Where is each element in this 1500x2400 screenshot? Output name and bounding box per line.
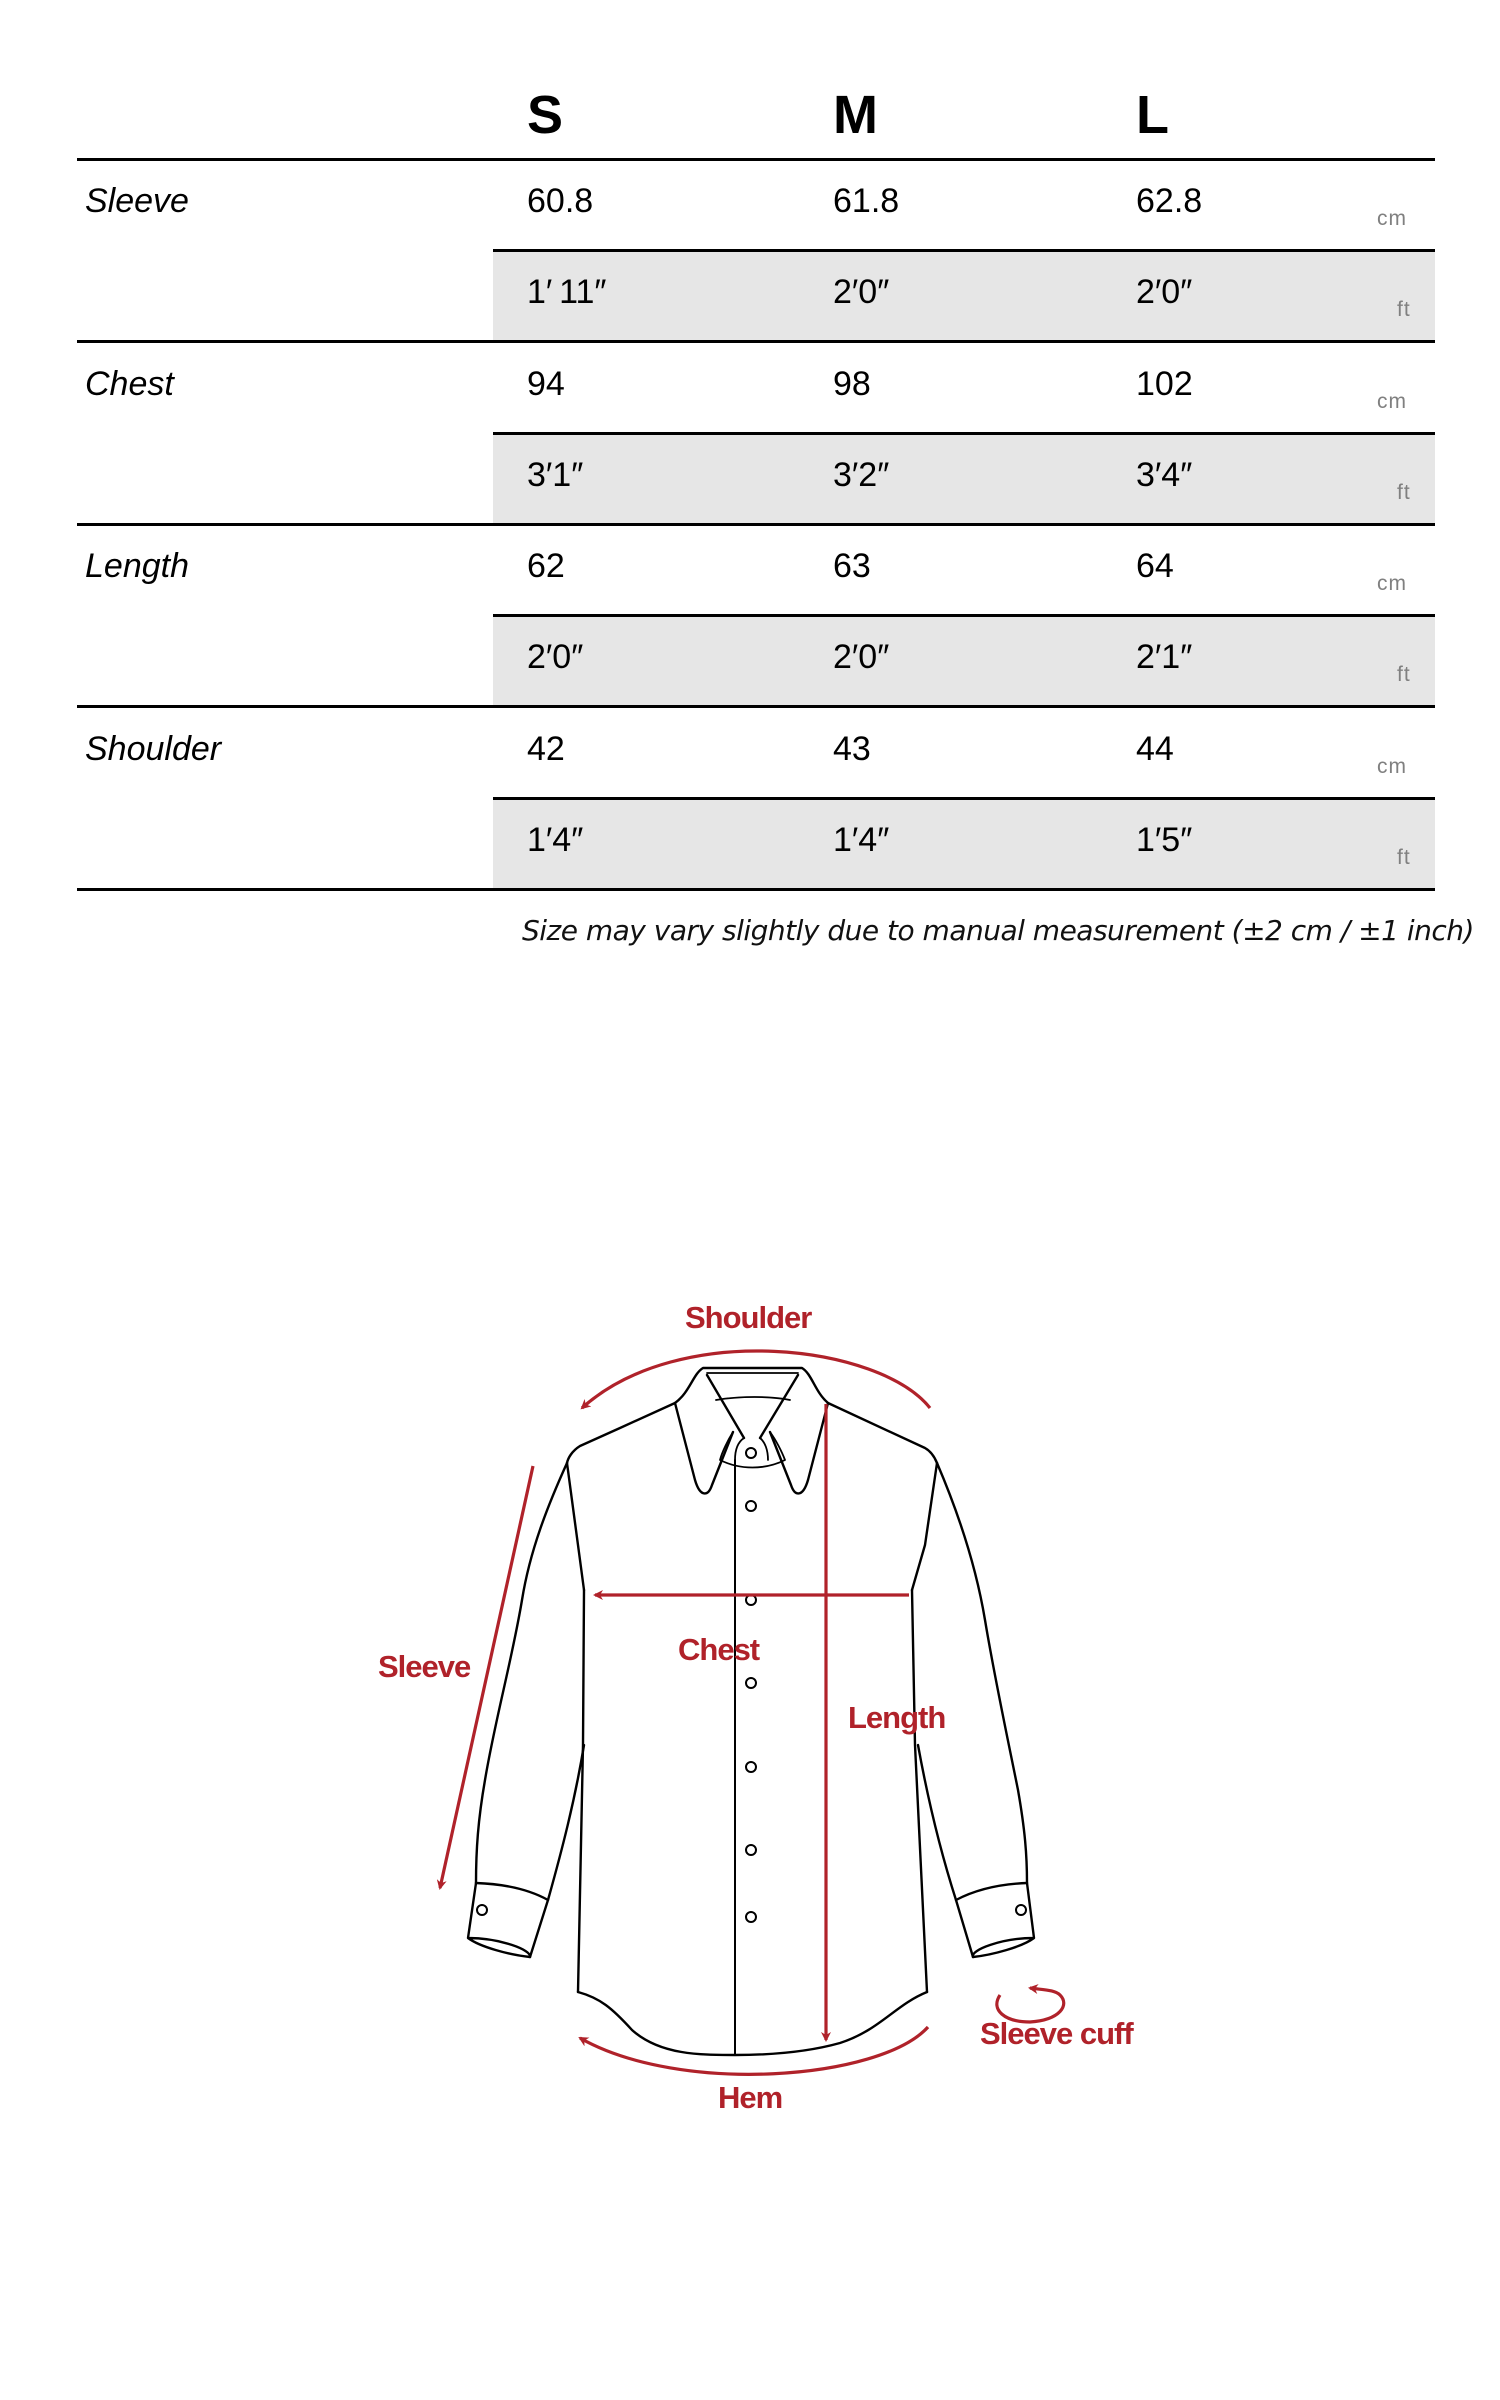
measurement-guides (440, 1351, 1064, 2074)
row-label-length: Length (85, 547, 189, 585)
label-length: Length (848, 1700, 946, 1735)
label-sleeve: Sleeve (378, 1649, 471, 1684)
shirt-outline (468, 1368, 1034, 2055)
unit-ft: ft (1397, 663, 1411, 686)
row-label-sleeve: Sleeve (85, 182, 189, 220)
unit-cm: cm (1377, 390, 1407, 413)
cell-chest-m-ft: 3′2″ (833, 456, 890, 494)
cell-shoulder-l-ft: 1′5″ (1136, 821, 1193, 859)
cell-shoulder-s-ft: 1′4″ (527, 821, 584, 859)
cell-chest-m-cm: 98 (833, 365, 871, 403)
row-label-shoulder: Shoulder (85, 730, 222, 768)
cell-chest-s-cm: 94 (527, 365, 565, 403)
unit-cm: cm (1377, 207, 1407, 230)
cell-length-l-ft: 2′1″ (1136, 638, 1193, 676)
cell-sleeve-m-cm: 61.8 (833, 182, 900, 220)
cell-chest-l-cm: 102 (1136, 365, 1193, 403)
shoulder-arrow-icon (582, 1351, 930, 1408)
cell-chest-l-ft: 3′4″ (1136, 456, 1193, 494)
cell-shoulder-l-cm: 44 (1136, 730, 1174, 768)
unit-ft: ft (1397, 298, 1411, 321)
row-label-chest: Chest (85, 365, 174, 403)
cell-sleeve-s-ft: 1′ 11″ (527, 273, 607, 311)
cell-shoulder-m-cm: 43 (833, 730, 871, 768)
cell-length-s-cm: 62 (527, 547, 565, 585)
cell-length-m-ft: 2′0″ (833, 638, 890, 676)
cell-sleeve-l-ft: 2′0″ (1136, 273, 1193, 311)
size-header-s: S (527, 85, 564, 145)
unit-ft: ft (1397, 846, 1411, 869)
cell-length-m-cm: 63 (833, 547, 871, 585)
size-header-m: M (833, 85, 878, 145)
cell-shoulder-s-cm: 42 (527, 730, 565, 768)
measurement-note: Size may vary slightly due to manual measurement (±2 cm / ±1 inch) (522, 914, 1474, 947)
size-header-l: L (1136, 85, 1169, 145)
cell-sleeve-s-cm: 60.8 (527, 182, 594, 220)
label-hem: Hem (718, 2080, 783, 2115)
label-sleeve-cuff: Sleeve cuff (980, 2016, 1133, 2051)
cell-sleeve-l-cm: 62.8 (1136, 182, 1203, 220)
unit-cm: cm (1377, 755, 1407, 778)
cell-chest-s-ft: 3′1″ (527, 456, 584, 494)
cell-length-s-ft: 2′0″ (527, 638, 584, 676)
hem-arrow-icon (580, 2027, 928, 2074)
label-shoulder: Shoulder (685, 1300, 812, 1335)
label-chest: Chest (678, 1632, 760, 1667)
unit-ft: ft (1397, 481, 1411, 504)
cell-sleeve-m-ft: 2′0″ (833, 273, 890, 311)
measurement-labels (378, 1300, 1134, 2115)
cell-shoulder-m-ft: 1′4″ (833, 821, 890, 859)
unit-cm: cm (1377, 572, 1407, 595)
cell-length-l-cm: 64 (1136, 547, 1174, 585)
